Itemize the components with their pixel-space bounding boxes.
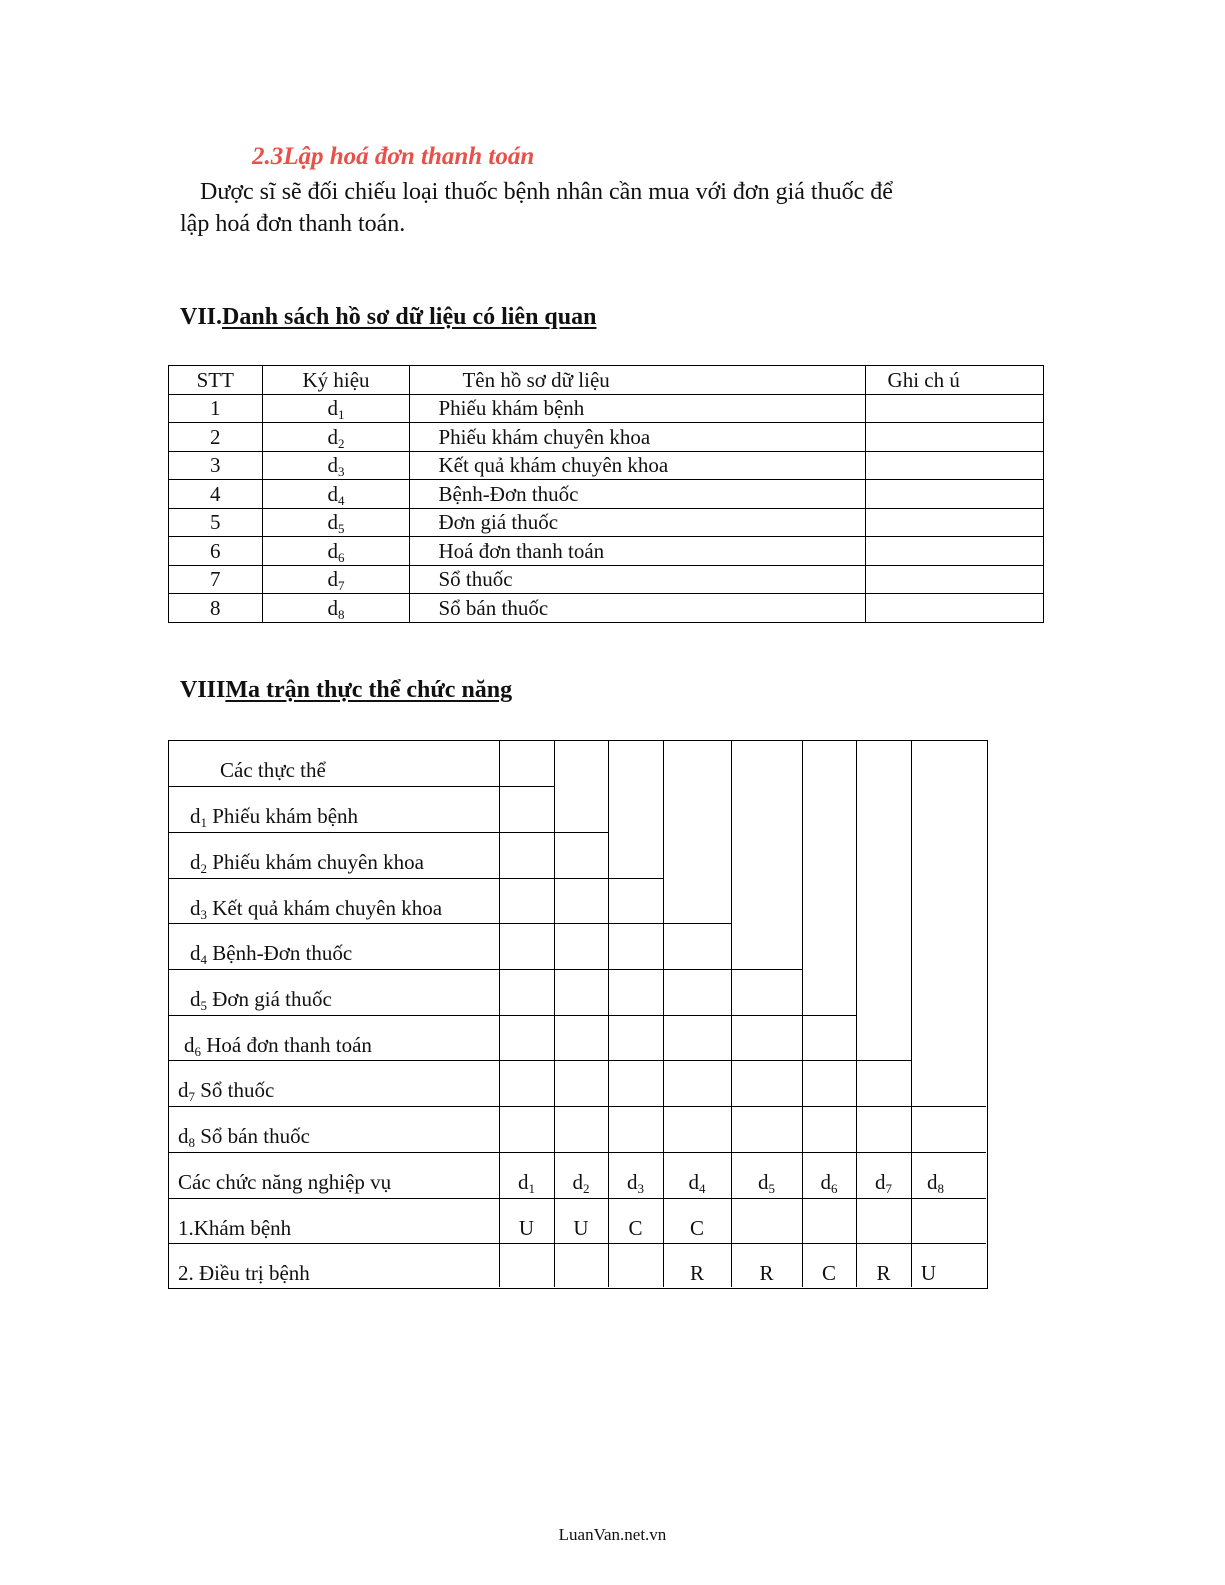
col-header-index: 6 xyxy=(831,1181,838,1196)
row-symbol-index: 3 xyxy=(338,464,345,480)
matrix-cell: C xyxy=(628,1216,643,1240)
row-symbol xyxy=(262,480,410,509)
entity-symbol-index: 5 xyxy=(200,998,207,1013)
row-symbol-index: 5 xyxy=(338,521,345,537)
functions-label-text: Các chức năng nghiệp vụ xyxy=(178,1170,392,1194)
entity-label xyxy=(190,941,352,965)
function-name xyxy=(178,1261,310,1285)
row-symbol-index: 8 xyxy=(338,606,345,622)
function-name-text: 1.Khám bệnh xyxy=(178,1216,292,1240)
entity-symbol-letter: d xyxy=(190,987,201,1011)
row-symbol-letter: d xyxy=(327,396,338,421)
entity-function-matrix xyxy=(168,740,988,1289)
row-symbol-letter: d xyxy=(327,538,338,563)
row-symbol xyxy=(262,451,410,480)
grid-line xyxy=(168,1060,911,1061)
row-symbol xyxy=(262,423,410,452)
col-header xyxy=(731,1170,802,1194)
col-header xyxy=(499,1170,554,1194)
row-symbol-letter: d xyxy=(327,424,338,449)
row-note xyxy=(865,537,1043,566)
col-header-index: 8 xyxy=(937,1181,944,1196)
row-note xyxy=(865,508,1043,537)
col-header xyxy=(911,1170,960,1194)
row-name: Kết quả khám chuyên khoa xyxy=(410,451,865,480)
table-row xyxy=(169,537,1044,566)
entity-name: Bệnh-Đơn thuốc xyxy=(207,941,353,965)
col-header-letter: d xyxy=(820,1170,831,1194)
row-note xyxy=(865,451,1043,480)
section-title: 2.3Lập hoá đơn thanh toán xyxy=(252,143,535,170)
row-note xyxy=(865,423,1043,452)
row-name: Phiếu khám chuyên khoa xyxy=(410,423,865,452)
grid-line xyxy=(168,878,663,879)
function-name-text: 2. Điều trị bệnh xyxy=(178,1261,310,1285)
row-stt: 6 xyxy=(169,537,263,566)
entity-name: Đơn giá thuốc xyxy=(207,987,332,1011)
entity-symbol-index: 4 xyxy=(200,952,207,967)
entity-symbol-letter: d xyxy=(190,850,201,874)
row-note xyxy=(865,394,1043,423)
grid-line xyxy=(168,786,554,787)
entity-symbol-index: 3 xyxy=(200,907,207,922)
grid-line xyxy=(663,740,664,1287)
row-stt: 3 xyxy=(169,451,263,480)
row-symbol-letter: d xyxy=(327,453,338,478)
row-symbol-letter: d xyxy=(327,510,338,535)
col-header-index: 7 xyxy=(885,1181,892,1196)
entity-label xyxy=(184,1033,372,1057)
entities-label xyxy=(220,758,326,782)
entities-label-text: Các thực thể xyxy=(220,758,326,782)
grid-line xyxy=(168,923,731,924)
row-stt: 4 xyxy=(169,480,263,509)
grid-line xyxy=(168,1106,986,1107)
matrix-cell: U xyxy=(920,1261,937,1285)
row-name: Phiếu khám bệnh xyxy=(410,394,865,423)
records-table xyxy=(168,365,1044,623)
row-symbol xyxy=(262,508,410,537)
records-heading-prefix: VII. xyxy=(180,304,223,330)
row-symbol-index: 4 xyxy=(338,492,345,508)
entity-symbol-letter: d xyxy=(190,804,201,828)
grid-line xyxy=(168,1152,986,1153)
entity-name: Phiếu khám chuyên khoa xyxy=(207,850,424,874)
grid-line xyxy=(168,969,802,970)
matrix-cell: R xyxy=(876,1261,891,1285)
entity-name: Sổ bán thuốc xyxy=(195,1124,310,1148)
grid-line xyxy=(168,1243,986,1244)
grid-line xyxy=(554,740,555,1287)
table-row xyxy=(169,565,1044,594)
row-stt: 8 xyxy=(169,594,263,623)
table-row xyxy=(169,508,1044,537)
row-note xyxy=(865,565,1043,594)
table-header-row xyxy=(169,366,1044,395)
entity-label xyxy=(190,850,424,874)
entity-symbol-index: 2 xyxy=(200,861,207,876)
row-name: Bệnh-Đơn thuốc xyxy=(410,480,865,509)
col-header-letter: d xyxy=(758,1170,769,1194)
table-row xyxy=(169,594,1044,623)
entity-label xyxy=(190,896,442,920)
row-symbol xyxy=(262,537,410,566)
entity-label xyxy=(178,1124,310,1148)
col-header xyxy=(802,1170,856,1194)
paragraph-line-1: Dược sĩ sẽ đối chiếu loại thuốc bệnh nhân cần mua với đơn giá thuốc để xyxy=(200,179,893,205)
entity-symbol-letter: d xyxy=(178,1078,189,1102)
row-stt: 2 xyxy=(169,423,263,452)
table-row xyxy=(169,480,1044,509)
table-row xyxy=(169,394,1044,423)
row-symbol xyxy=(262,565,410,594)
row-symbol-letter: d xyxy=(327,567,338,592)
row-note xyxy=(865,594,1043,623)
entity-label xyxy=(190,987,332,1011)
entity-symbol-letter: d xyxy=(190,941,201,965)
row-symbol-index: 2 xyxy=(338,435,345,451)
matrix-cell: U xyxy=(573,1216,589,1240)
records-heading xyxy=(180,304,596,331)
col-header-index: 2 xyxy=(583,1181,590,1196)
row-name: Sổ thuốc xyxy=(410,565,865,594)
grid-line xyxy=(168,1198,986,1199)
entity-name: Kết quả khám chuyên khoa xyxy=(207,896,443,920)
entity-label xyxy=(190,804,358,828)
col-header-letter: d xyxy=(927,1170,938,1194)
table-row xyxy=(169,423,1044,452)
grid-line xyxy=(911,740,912,1287)
matrix-cell: R xyxy=(759,1261,774,1285)
row-name: Sổ bán thuốc xyxy=(410,594,865,623)
matrix-cell: U xyxy=(518,1216,535,1240)
functions-label xyxy=(178,1170,391,1194)
col-header-index: 1 xyxy=(528,1181,535,1196)
col-header-letter: d xyxy=(572,1170,583,1194)
matrix-heading-prefix: VIII xyxy=(180,677,226,703)
grid-line xyxy=(608,740,609,1287)
paragraph-line-2: lập hoá đơn thanh toán. xyxy=(180,211,406,237)
function-name xyxy=(178,1216,291,1240)
col-header-note: Ghi ch ú xyxy=(865,366,1043,395)
row-symbol xyxy=(262,594,410,623)
row-stt: 7 xyxy=(169,565,263,594)
matrix-cell: C xyxy=(821,1261,836,1285)
entity-symbol-index: 1 xyxy=(200,815,207,830)
grid-line xyxy=(856,740,857,1287)
grid-line xyxy=(499,740,500,1287)
col-header xyxy=(663,1170,731,1194)
col-header xyxy=(554,1170,608,1194)
row-symbol-index: 6 xyxy=(338,549,345,565)
col-header-symbol: Ký hiệu xyxy=(262,366,410,395)
grid-line xyxy=(168,832,608,833)
row-stt: 5 xyxy=(169,508,263,537)
grid-line xyxy=(731,740,732,1287)
row-symbol-index: 1 xyxy=(338,407,345,423)
row-name: Đơn giá thuốc xyxy=(410,508,865,537)
entity-symbol-index: 6 xyxy=(194,1044,201,1059)
row-symbol-letter: d xyxy=(327,595,338,620)
col-header-letter: d xyxy=(875,1170,886,1194)
row-symbol-letter: d xyxy=(327,481,338,506)
col-header-index: 3 xyxy=(637,1181,644,1196)
row-note xyxy=(865,480,1043,509)
matrix-heading xyxy=(180,677,512,704)
entity-label xyxy=(178,1078,274,1102)
col-header-stt: STT xyxy=(169,366,263,395)
grid-line xyxy=(168,1015,856,1016)
table-row xyxy=(169,451,1044,480)
entity-name: Sổ thuốc xyxy=(195,1078,275,1102)
col-header-index: 5 xyxy=(768,1181,775,1196)
entity-name: Hoá đơn thanh toán xyxy=(201,1033,372,1057)
entity-symbol-index: 7 xyxy=(188,1089,195,1104)
row-stt: 1 xyxy=(169,394,263,423)
col-header xyxy=(608,1170,663,1194)
row-name: Hoá đơn thanh toán xyxy=(410,537,865,566)
grid-line xyxy=(802,740,803,1287)
col-header-name: Tên hồ sơ dữ liệu xyxy=(410,366,865,395)
entity-name: Phiếu khám bệnh xyxy=(207,804,359,828)
matrix-cell: C xyxy=(689,1216,704,1240)
col-header xyxy=(856,1170,911,1194)
footer-site-name: LuanVan.net.vn xyxy=(558,1525,667,1544)
col-header-letter: d xyxy=(518,1170,529,1194)
entity-symbol-letter: d xyxy=(178,1124,189,1148)
col-header-index: 4 xyxy=(699,1181,706,1196)
row-symbol xyxy=(262,394,410,423)
entity-symbol-index: 8 xyxy=(188,1135,195,1150)
row-symbol-index: 7 xyxy=(338,578,345,594)
col-header-letter: d xyxy=(627,1170,638,1194)
records-heading-text: Danh sách hồ sơ dữ liệu có liên quan xyxy=(222,304,597,330)
matrix-heading-text: Ma trận thực thể chức năng xyxy=(225,677,513,703)
entity-symbol-letter: d xyxy=(190,896,201,920)
col-header-letter: d xyxy=(688,1170,699,1194)
entity-symbol-letter: d xyxy=(184,1033,195,1057)
matrix-cell: R xyxy=(689,1261,704,1285)
